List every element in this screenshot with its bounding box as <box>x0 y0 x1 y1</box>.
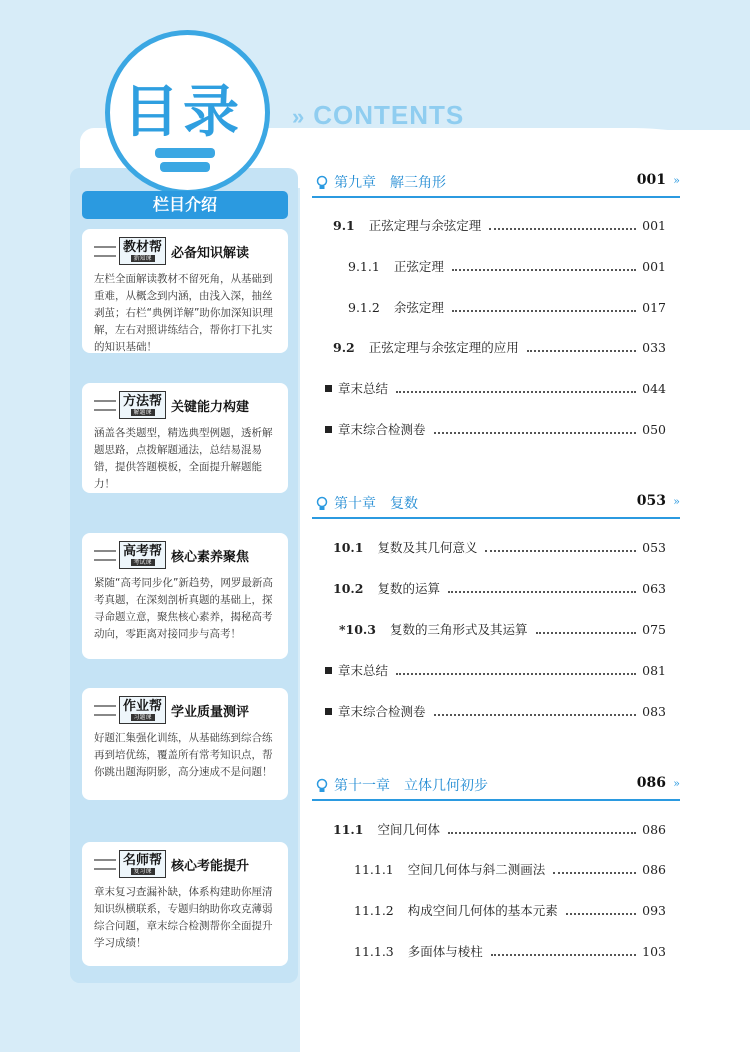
entry-number: 11.1.3 <box>354 944 394 959</box>
intro-heading: 栏目介绍 <box>82 191 288 219</box>
intro-card-teacher <box>82 842 288 966</box>
contents-heading <box>292 100 464 131</box>
leader-dots <box>448 832 636 834</box>
badge <box>119 237 166 265</box>
badge <box>119 541 166 569</box>
entry-label: 空间几何体 <box>377 822 440 837</box>
badge-name: 高考帮 <box>123 544 163 559</box>
toc-entry[interactable] <box>354 942 666 960</box>
chapter-title: 第九章 解三角形 <box>334 175 446 191</box>
entry-number: 10.1 <box>333 540 364 555</box>
lightbulb-icon <box>316 496 328 511</box>
entry-page: 044 <box>642 381 666 396</box>
leader-dots <box>566 913 636 915</box>
square-bullet-icon <box>325 385 332 392</box>
toc-entry[interactable] <box>333 338 666 356</box>
badge-name: 教材帮 <box>123 240 163 255</box>
lightbulb-base <box>160 162 210 172</box>
entry-label: 多面体与棱柱 <box>407 944 483 959</box>
toc-entry[interactable] <box>325 379 666 397</box>
card-title: 核心考能提升 <box>171 858 250 874</box>
card-text: 左栏全面解读教材不留死角，从基础到重难，从概念到内涵，由浅入深，抽丝剥茧；右栏“典例详解”助你加深知识理解，左右对照讲练结合，帮你打下扎实的知识基础！ <box>94 273 273 353</box>
leader-dots <box>448 591 636 593</box>
badge <box>119 391 166 419</box>
badge-sub: 新知课 <box>131 255 155 262</box>
badge-sub: 习题课 <box>131 714 155 721</box>
leader-dots <box>553 872 636 874</box>
lightbulb-icon <box>316 778 328 793</box>
divider <box>94 705 116 716</box>
entry-page: 053 <box>642 540 666 555</box>
card-title: 核心素养聚焦 <box>171 549 250 565</box>
leader-dots <box>527 350 636 352</box>
entry-page: 033 <box>642 340 666 355</box>
chapter-title: 第十一章 立体几何初步 <box>334 778 488 794</box>
chapter-page: 001 <box>636 172 666 188</box>
card-title: 关键能力构建 <box>171 399 250 415</box>
entry-number: 10.2 <box>333 581 364 596</box>
entry-page: 063 <box>642 581 666 596</box>
toc-entry[interactable] <box>348 257 666 275</box>
lightbulb-icon <box>316 175 328 190</box>
leader-dots <box>489 228 636 230</box>
chapter-page: 086 <box>636 775 666 791</box>
leader-dots <box>396 673 636 675</box>
intro-card-textbook <box>82 229 288 353</box>
badge-name: 作业帮 <box>123 699 163 714</box>
toc-entry[interactable] <box>348 298 666 316</box>
entry-label: 章末综合检测卷 <box>338 422 426 437</box>
entry-number: 9.2 <box>333 340 355 355</box>
toc-entry[interactable] <box>354 860 666 878</box>
double-chevron-icon: » <box>673 174 680 187</box>
divider <box>94 550 116 561</box>
leader-dots <box>434 432 637 434</box>
card-text: 紧随“高考同步化”新趋势，网罗最新高考真题，在深刻剖析真题的基础上，探寻命题立意，聚焦核心素养，揭秘高考动向，零距离对接同步与高考！ <box>94 577 273 640</box>
entry-page: 081 <box>642 663 666 678</box>
toc-entry[interactable] <box>325 661 666 679</box>
badge-name: 名师帮 <box>123 853 163 868</box>
divider <box>94 400 116 411</box>
card-text: 好题汇集强化训练，从基础练到综合练再到培优练，覆盖所有常考知识点，帮你跳出题海阴影，高分速成不是问题！ <box>94 732 273 778</box>
entry-number: 11.1.1 <box>354 862 394 877</box>
square-bullet-icon <box>325 426 332 433</box>
entry-number: 9.1.2 <box>348 300 380 315</box>
double-chevron-icon: » <box>673 495 680 508</box>
entry-label: 复数的运算 <box>377 581 440 596</box>
entry-label: 构成空间几何体的基本元素 <box>407 903 558 918</box>
toc-entry[interactable] <box>333 820 666 838</box>
badge-sub: 考试课 <box>131 559 155 566</box>
badge-sub: 解题课 <box>131 409 155 416</box>
entry-number: 9.1 <box>333 218 355 233</box>
entry-number: 11.1.2 <box>354 903 394 918</box>
lightbulb-base <box>155 148 215 158</box>
entry-page: 086 <box>642 822 666 837</box>
toc-entry[interactable] <box>333 538 666 556</box>
double-chevron-icon: » <box>673 777 680 790</box>
contents-word: CONTENTS <box>313 100 465 130</box>
toc-entry[interactable] <box>339 620 666 638</box>
card-text: 章末复习查漏补缺，体系构建助你厘清知识纵横联系，专题归纳助你攻克薄弱综合问题，章末综合检测帮你全面提升学习成绩！ <box>94 886 273 949</box>
square-bullet-icon <box>325 708 332 715</box>
entry-page: 093 <box>642 903 666 918</box>
chapter-11[interactable] <box>312 775 680 801</box>
card-text: 涵盖各类题型，精选典型例题，透析解题思路，点拨解题通法，总结易混易错，提供答题模板，全面提升解题能力！ <box>94 427 273 490</box>
divider <box>94 859 116 870</box>
intro-card-method <box>82 383 288 493</box>
entry-label: 复数的三角形式及其运算 <box>389 622 528 637</box>
entry-label: 正弦定理与余弦定理的应用 <box>368 340 519 355</box>
badge-sub: 复习课 <box>131 868 155 875</box>
chapter-page: 053 <box>636 493 666 509</box>
toc-entry[interactable] <box>333 216 666 234</box>
toc-entry[interactable] <box>325 420 666 438</box>
entry-page: 050 <box>642 422 666 437</box>
entry-number: 11.1 <box>333 822 364 837</box>
card-title: 必备知识解读 <box>171 245 250 261</box>
entry-page: 103 <box>642 944 666 959</box>
divider <box>94 246 116 257</box>
leader-dots <box>452 269 636 271</box>
leader-dots <box>491 954 636 956</box>
toc-entry[interactable] <box>354 901 666 919</box>
toc-entry[interactable] <box>333 579 666 597</box>
leader-dots <box>452 310 636 312</box>
leader-dots <box>396 391 636 393</box>
entry-page: 083 <box>642 704 666 719</box>
leader-dots <box>434 714 637 716</box>
page-title: 目录 <box>123 80 243 145</box>
chapter-9[interactable] <box>312 172 680 198</box>
entry-page: 075 <box>642 622 666 637</box>
entry-label: 复数及其几何意义 <box>377 540 478 555</box>
leader-dots <box>536 632 637 634</box>
badge-name: 方法帮 <box>123 394 163 409</box>
chapter-title: 第十章 复数 <box>334 496 418 512</box>
card-title: 学业质量测评 <box>171 704 250 720</box>
entry-page: 001 <box>642 218 666 233</box>
entry-number: *10.3 <box>339 622 376 637</box>
entry-label: 章末综合检测卷 <box>338 704 426 719</box>
toc-entry[interactable] <box>325 702 666 720</box>
entry-label: 章末总结 <box>338 663 389 678</box>
entry-label: 正弦定理 <box>393 259 444 274</box>
badge <box>119 850 166 878</box>
double-chevron-icon: » <box>292 104 306 129</box>
entry-number: 9.1.1 <box>348 259 380 274</box>
badge <box>119 696 166 724</box>
entry-page: 001 <box>642 259 666 274</box>
entry-page: 017 <box>642 300 666 315</box>
entry-label: 空间几何体与斜二测画法 <box>407 862 546 877</box>
entry-label: 余弦定理 <box>393 300 444 315</box>
entry-label: 正弦定理与余弦定理 <box>368 218 482 233</box>
entry-label: 章末总结 <box>338 381 389 396</box>
square-bullet-icon <box>325 667 332 674</box>
intro-card-exam <box>82 533 288 659</box>
chapter-10[interactable] <box>312 493 680 519</box>
entry-page: 086 <box>642 862 666 877</box>
intro-card-homework <box>82 688 288 800</box>
leader-dots <box>485 550 636 552</box>
